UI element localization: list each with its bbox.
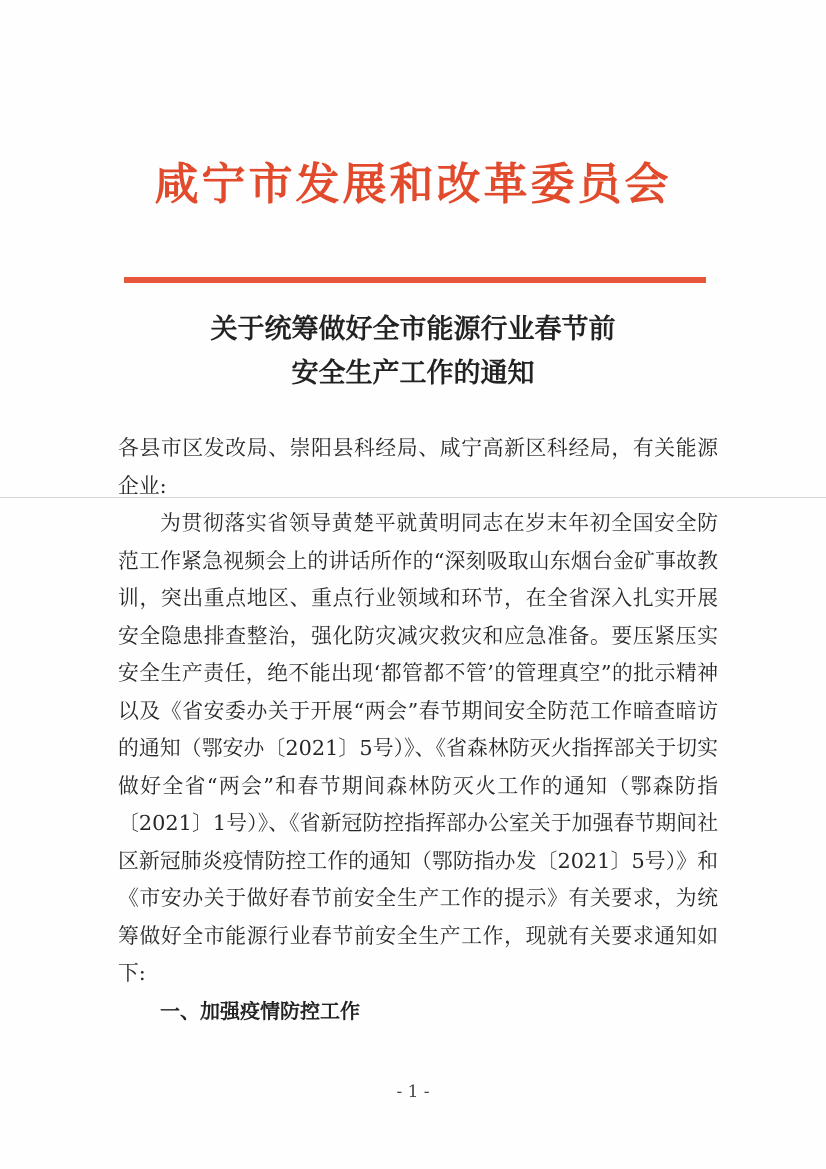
section-heading: 一、加强疫情防控工作 [160,998,360,1023]
document-title [0,308,826,396]
page-number: - 1 - [396,1082,430,1102]
header-red-rule [124,277,706,283]
addressee: 各县市区发改局、崇阳县科经局、咸宁高新区科经局，有关能源企业: [118,436,718,498]
title-line-2: 安全生产工作的通知 [291,358,535,389]
title-line-1: 关于统筹做好全市能源行业春节前 [210,314,616,345]
document-body [118,430,718,1030]
body-paragraph: 为贯彻落实省领导黄楚平就黄明同志在岁末年初全国安全防范工作紧急视频会上的讲话所作的“深刻吸取山东烟台金矿事故教训，突出重点地区、重点行业领域和环节，在全省深入扎实开展安全隐患排查整治，强化防灾减灾救灾和应急准备。要压紧压实安全生产责任，绝不能出现‘都管都不管’的管理真空”的批示精神以及《省安委办关于开展“两会”春节期间安全防范工作暗查暗访的通知（鄂安办〔2021〕5号）》、《省森林防灭火指挥部关于切实做好全省“两会”和春节期间森林防灭火工作的通知（鄂森防指〔2021〕1号）》、《省新冠防控指挥部办公室关于加强春节期间社区新冠肺炎疫情防控工作的通知（鄂防指办发〔2021〕5号）》和《市安办关于做好春节前安全生产工作的提示》有关要求，为统筹做好全市能源行业春节前安全生产工作，现就有关要求通知如下: [118,511,718,985]
issuer-header: 咸宁市发展和改革委员会 [154,159,672,210]
